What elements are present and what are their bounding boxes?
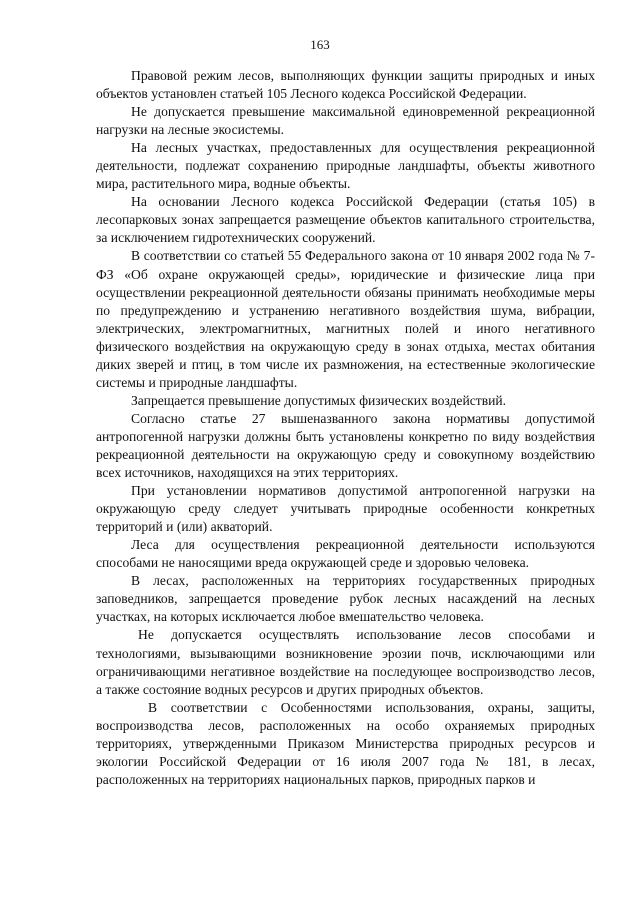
paragraph: Леса для осуществления рекреационной деятельности используются способами не наносящими вреда окружающей среде и здоровью человека. xyxy=(96,537,595,571)
paragraph: На лесных участках, предоставленных для осуществления рекреационной деятельности, подлежат сохранению природные ландшафты, объекты животного мира, растительного мира, водные объекты. xyxy=(96,140,595,192)
paragraph: Не допускается осуществлять использование лесов способами и технологиями, вызывающими возникновение эрозии почв, исключающими или ограничивающими негативное воздействие на последующее воспроизводство лесов, а также состояние водных ресурсов и других природных объектов. xyxy=(96,627,595,697)
paragraph: На основании Лесного кодекса Российской Федерации (статья 105) в лесопарковых зонах запрещается размещение объектов капитального строительства, за исключением гидротехнических сооружений. xyxy=(96,194,595,246)
document-body xyxy=(96,67,595,789)
page-number: 163 xyxy=(310,37,330,52)
paragraph: В соответствии со статьей 55 Федерального закона от 10 января 2002 года № 7-ФЗ «Об охране окружающей среды», юридические и физические лица при осуществлении рекреационной деятельности обязаны принимать необходимые меры по предупреждению и устранению негативного воздействия шума, вибрации, электрических, электромагнитных, магнитных полей и иного негативного физического воздействия на окружающую среду в зонах отдыха, местах обитания диких зверей и птиц, в том числе их размножения, на естественные экологические системы и природные ландшафты. xyxy=(96,248,595,390)
paragraph: В соответствии с Особенностями использования, охраны, защиты, воспроизводства лесов, расположенных на особо охраняемых природных территориях, утвержденными Приказом Министерства природных ресурсов и экологии Российской Федерации от 16 июля 2007 года № 181, в лесах, расположенных на территориях национальных парков, природных парков и xyxy=(96,699,595,787)
paragraph: Запрещается превышение допустимых физических воздействий. xyxy=(131,392,507,408)
paragraph: Согласно статье 27 вышеназванного закона нормативы допустимой антропогенной нагрузки должны быть установлены конкретно по виду воздействия рекреационной деятельности на окружающую среду и совокупному воздействию всех источников, находящихся на этих территориях. xyxy=(96,410,595,481)
paragraph: При установлении нормативов допустимой антропогенной нагрузки на окружающую среду следует учитывать природные особенности конкретных территорий и (или) акваторий. xyxy=(96,483,595,535)
paragraph: Правовой режим лесов, выполняющих функции защиты природных и иных объектов установлен статьей 105 Лесного кодекса Российской Федерации. xyxy=(96,68,595,102)
paragraph: Не допускается превышение максимальной единовременной рекреационной нагрузки на лесные экосистемы. xyxy=(96,104,595,138)
paragraph: В лесах, расположенных на территориях государственных природных заповедников, запрещается проведение рубок лесных насаждений на лесных участках, на которых исключается любое вмешательство человека. xyxy=(96,573,595,625)
